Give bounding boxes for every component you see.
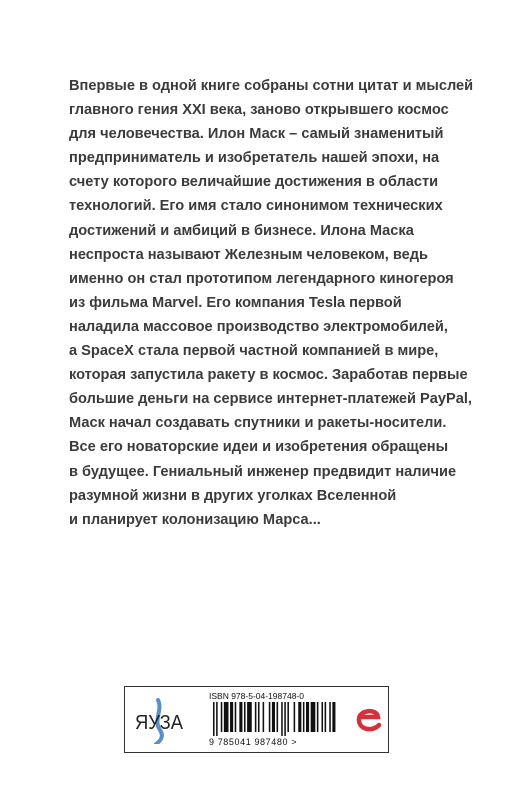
barcode-bar xyxy=(284,702,286,736)
barcode-bar xyxy=(216,702,218,736)
barcode-bar xyxy=(294,702,296,732)
eksmo-e-logo-icon xyxy=(353,703,383,735)
blurb-line: в будущее. Гениальный инженер предвидит наличие xyxy=(69,463,457,480)
blurb-line: Маск начал создавать спутники и ракеты-носители. xyxy=(69,415,447,432)
blurb-line: счету которого величайшие достижения в области xyxy=(69,174,439,191)
barcode-digits: 9 785041 987480 xyxy=(209,737,289,747)
blurb-line: большие деньги на сервисе интернет-платежей PayPal, xyxy=(69,391,472,408)
blurb-line: для человечества. Илон Маск – самый знаменитый xyxy=(69,126,444,143)
eksmo-logo-bottom xyxy=(359,720,379,729)
blurb-line: достижений и амбиций в бизнесе. Илона Маска xyxy=(69,222,414,239)
barcode-bar xyxy=(255,702,257,732)
blurb-line: главного гения XXI века, заново открывшего космос xyxy=(69,102,449,119)
blurb-line: Впервые в одной книге собраны сотни цитат и мыслей xyxy=(69,78,474,94)
barcode-bar xyxy=(277,702,279,732)
blurb-line: Все его новаторские идеи и изобретения обращены xyxy=(69,439,449,456)
blurb-line: из фильма Marvel. Его компания Tesla первой xyxy=(69,294,402,311)
barcode-bar xyxy=(244,702,246,732)
eksmo-logo-top xyxy=(359,711,378,719)
barcode-bar xyxy=(235,702,237,732)
barcode-bar xyxy=(230,702,233,732)
barcode-bar xyxy=(247,702,252,732)
blurb-line: технологий. Его имя стало синонимом технических xyxy=(69,198,443,215)
barcode-bar xyxy=(221,702,223,732)
barcode-bar xyxy=(272,702,275,732)
blurb-text xyxy=(69,74,474,532)
isbn-label: ISBN 978-5-04-198748-0 xyxy=(209,691,304,701)
barcode-bar xyxy=(311,702,316,732)
barcode-bar xyxy=(213,702,215,736)
barcode-bar xyxy=(325,702,327,732)
barcode-bar xyxy=(287,702,289,732)
blurb-line: и планирует колонизацию Марса... xyxy=(69,511,321,528)
barcode-bar xyxy=(281,702,283,736)
barcode-number xyxy=(209,737,297,747)
barcode-bar xyxy=(306,702,309,732)
barcode-bar xyxy=(317,702,319,732)
barcode-bar xyxy=(303,702,305,732)
yuza-publisher-logo xyxy=(134,698,184,744)
yuza-logo-text: ЯУЗА xyxy=(135,712,184,734)
blurb-line: наладила массовое производство электромобилей, xyxy=(69,318,448,335)
blurb-line: именно он стал прототипом легендарного киногероя xyxy=(69,270,454,287)
barcode-arrow: > xyxy=(291,737,298,747)
barcode-bar xyxy=(239,702,242,732)
publisher-footer-box xyxy=(124,686,389,753)
barcode-bar xyxy=(322,702,324,732)
barcode-bar xyxy=(329,702,331,732)
barcode-bar xyxy=(224,702,229,732)
blurb-line: предприниматель и изобретатель нашей эпохи, на xyxy=(69,150,440,167)
blurb-line: а SpaceX стала первой частной компанией в мире, xyxy=(69,343,439,360)
barcode-bar xyxy=(258,702,260,732)
barcode-bar xyxy=(263,702,265,732)
barcode-block xyxy=(209,691,341,749)
blurb-line: разумной жизни в других уголках Вселенной xyxy=(69,487,397,504)
barcode-bar xyxy=(298,702,301,732)
barcode-icon xyxy=(209,702,341,736)
barcode-bar xyxy=(332,702,335,732)
blurb-line: неспроста называют Железным человеком, ведь xyxy=(69,246,428,263)
blurb-line: которая запустила ракету в космос. Заработав первые xyxy=(69,367,468,384)
barcode-bar xyxy=(269,702,271,732)
